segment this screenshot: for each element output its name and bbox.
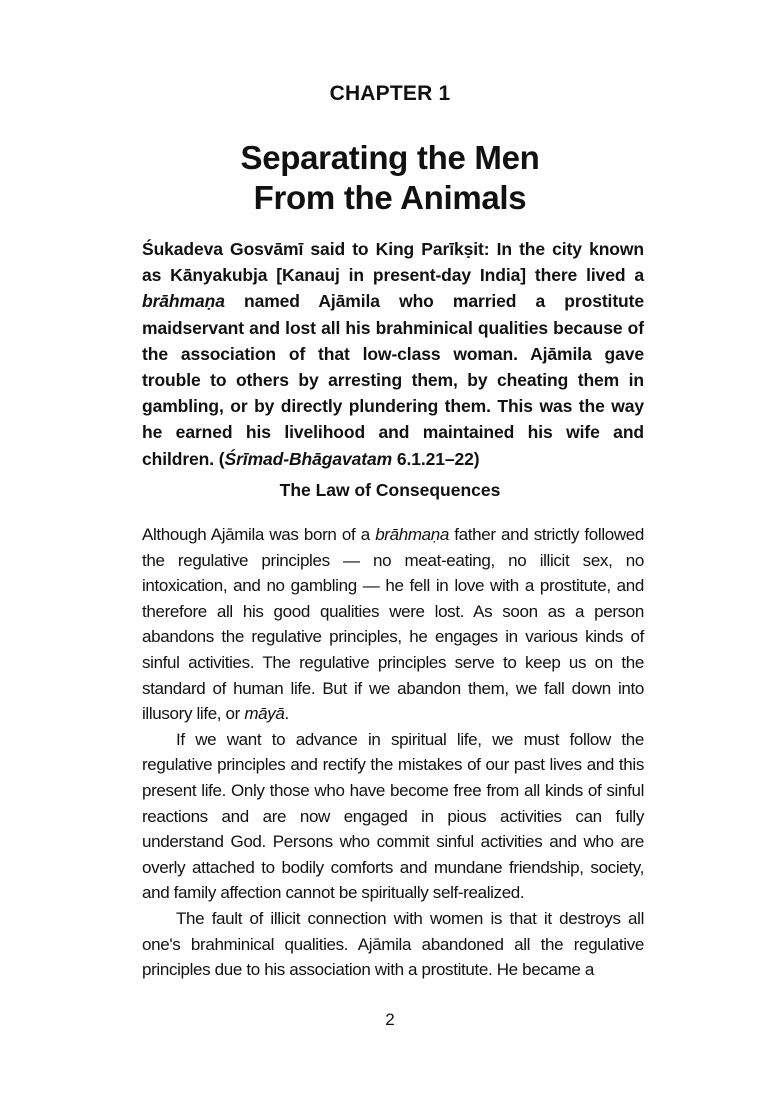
verse-text-2: named Ajāmila who married a prostitute maidservant and lost all his brahminical qualities because of the association of that low-class woman. Ajāmila gave trouble to others by arresting them, by cheating them in gambling, or by directly plundering them. This was the way he earned his livelihood and maintained his wife and children. (	[142, 291, 644, 469]
chapter-title	[0, 138, 780, 218]
paragraph-1-italic-b: māyā	[244, 704, 285, 724]
chapter-title-line-1: Separating the Men	[240, 139, 540, 176]
verse-text-1: Śukadeva Gosvāmī said to King Parīkṣit: In the city known as Kānyakubja [Kanauj in present-day India] there lived a	[142, 239, 644, 286]
paragraph-1	[142, 522, 644, 727]
body-text	[142, 522, 644, 983]
paragraph-1-text-c: .	[284, 704, 289, 724]
verse-italic-term: brāhmaṇa	[142, 291, 225, 312]
section-heading: The Law of Consequences	[279, 480, 501, 500]
paragraph-1-text-a: Although Ajāmila was born of a	[142, 525, 376, 544]
paragraph-2: If we want to advance in spiritual life, we must follow the regulative principles and rectify the mistakes of our past lives and this present life. Only those who have become free from all kinds of sinful reactions and are now engaged in pious activities can fully understand God. Persons who commit sinful activities and who are overly attached to bodily comforts and mundane friendship, society, and family affection cannot be spiritually self-realized.	[142, 729, 644, 903]
page-number: 2	[385, 1010, 395, 1029]
paragraph-1-italic-a: brāhmaṇa	[375, 525, 449, 544]
verse-source-title: Śrīmad-Bhāgavatam	[224, 448, 393, 469]
verse-translation	[142, 236, 644, 472]
chapter-title-line-2: From the Animals	[253, 179, 527, 216]
chapter-label: CHAPTER 1	[329, 82, 451, 105]
verse-reference: 6.1.21–22)	[392, 448, 480, 469]
paragraph-1-text-b: father and strictly followed the regulative principles — no meat-eating, no illicit sex, no intoxication, and no gambling — he fell in love with a prostitute, and therefore all his good qualities were lost. As soon as a person abandons the regulative principles, he engages in various kinds of sinful activities. The regulative principles serve to keep us on the standard of human life. But if we abandon them, we fall down into illusory life, or	[142, 525, 644, 724]
paragraph-3: The fault of illicit connection with women is that it destroys all one's brahminical qualities. Ajāmila abandoned all the regulative principles due to his association with a prostitute. He became a	[142, 908, 644, 980]
